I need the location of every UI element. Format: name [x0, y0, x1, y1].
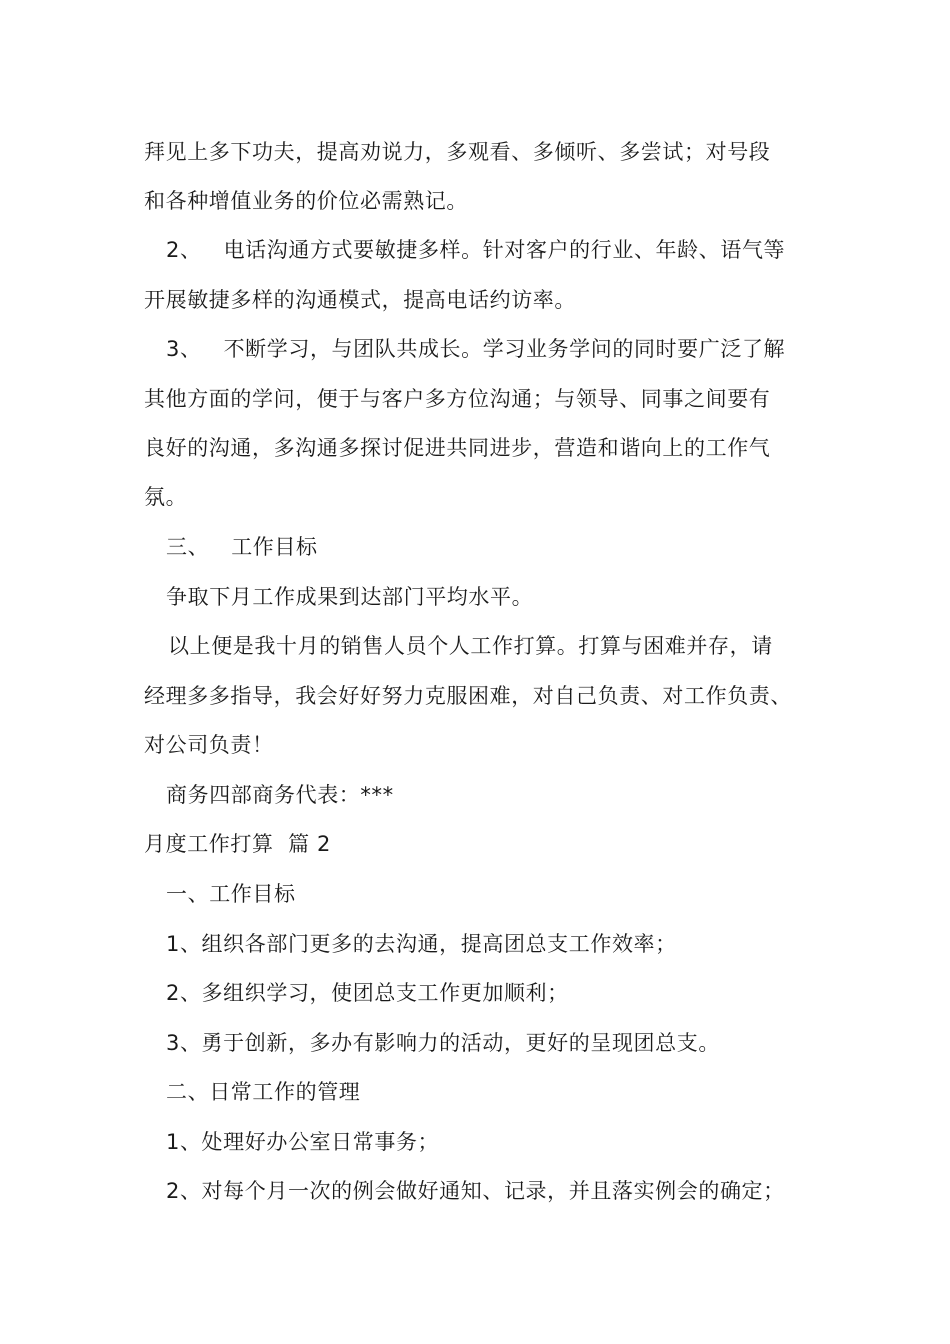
list-marker: 3、 [166, 337, 202, 361]
article-title: 月度工作打算 篇 2 [144, 832, 331, 856]
paragraph-line: 良好的沟通，多沟通多探讨促进共同进步，营造和谐向上的工作气 [144, 436, 771, 460]
list-item-text: 不断学习，与团队共成长。学习业务学问的同时要广泛了解 [223, 337, 786, 361]
section-title: 工作目标 [231, 535, 318, 559]
list-item: 2、对每个月一次的例会做好通知、记录，并且落实例会的确定； [166, 1179, 785, 1203]
paragraph-line: 其他方面的学问，便于与客户多方位沟通；与领导、同事之间要有 [144, 387, 771, 411]
list-item: 2、多组织学习，使团总支工作更加顺利； [166, 981, 569, 1005]
paragraph-line: 争取下月工作成果到达部门平均水平。 [166, 585, 534, 609]
list-item-3 [166, 334, 785, 364]
list-item-2 [166, 235, 785, 265]
paragraph-line: 和各种增值业务的价位必需熟记。 [144, 189, 468, 213]
list-item: 1、处理好办公室日常事务； [166, 1130, 440, 1154]
section-heading [166, 532, 318, 562]
list-item: 1、组织各部门更多的去沟通，提高团总支工作效率； [166, 932, 677, 956]
paragraph-line: 对公司负责！ [144, 733, 274, 757]
paragraph-line: 以上便是我十月的销售人员个人工作打算。打算与困难并存，请 [168, 634, 773, 658]
paragraph-line: 经理多多指导，我会好好努力克服困难，对自己负责、对工作负责、 [144, 684, 792, 708]
section-heading: 二、日常工作的管理 [166, 1080, 361, 1104]
section-marker: 三、 [166, 535, 210, 559]
section-heading: 一、工作目标 [166, 882, 296, 906]
paragraph-line: 氛。 [144, 485, 188, 509]
list-item: 3、勇于创新，多办有影响力的活动，更好的呈现团总支。 [166, 1031, 720, 1055]
signature-line: 商务四部商务代表：*** [166, 783, 394, 807]
list-marker: 2、 [166, 238, 202, 262]
paragraph-line: 拜见上多下功夫，提高劝说力，多观看、多倾听、多尝试；对号段 [144, 140, 771, 164]
paragraph-line: 开展敏捷多样的沟通模式，提高电话约访率。 [144, 288, 576, 312]
list-item-text: 电话沟通方式要敏捷多样。针对客户的行业、年龄、语气等 [223, 238, 786, 262]
